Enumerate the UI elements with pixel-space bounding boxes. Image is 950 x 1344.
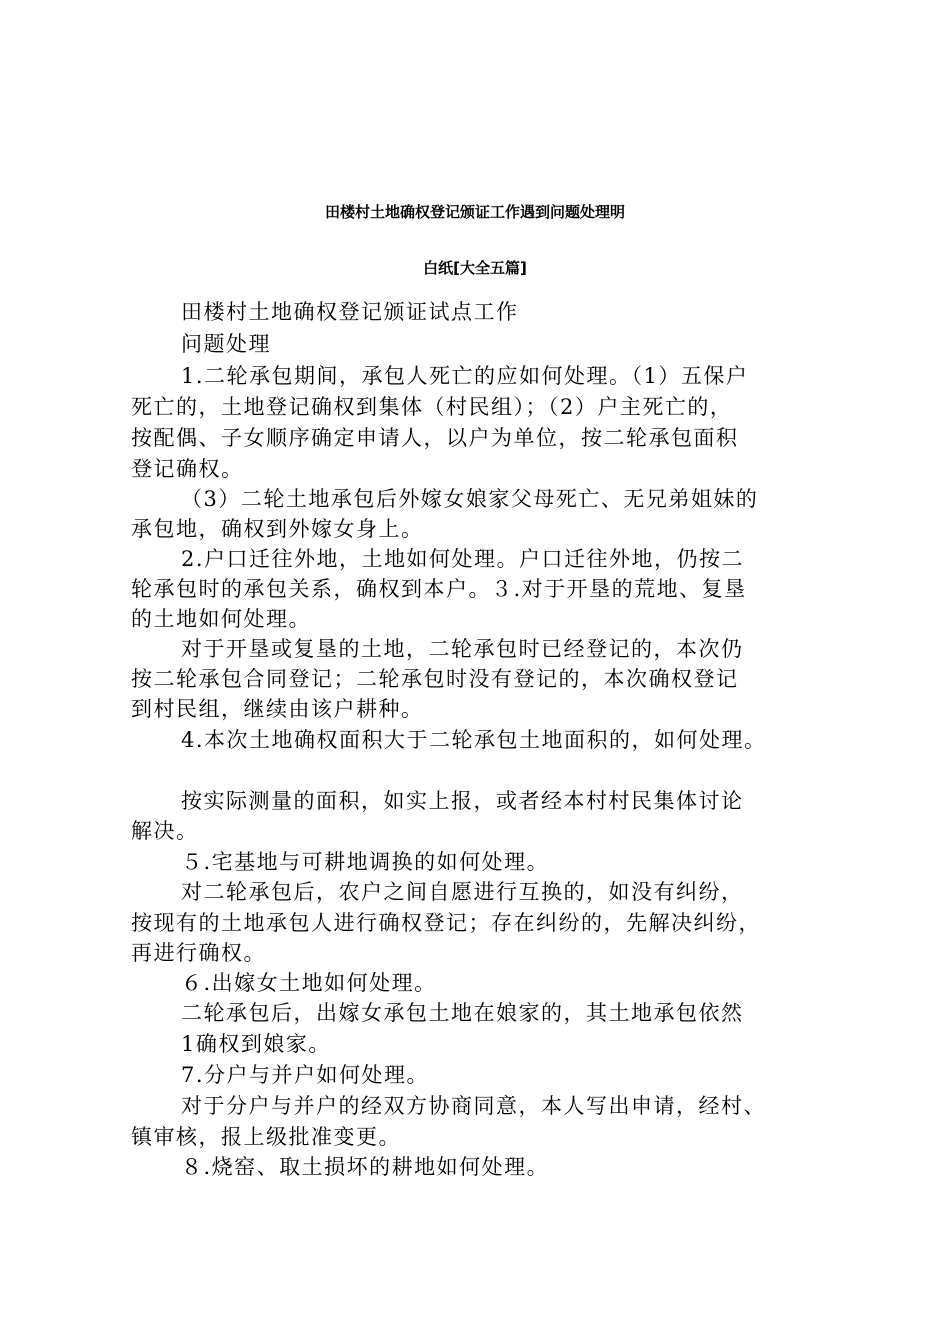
body-line: 4.本次土地确权面积大于二轮承包土地面积的，如何处理。: [181, 728, 767, 752]
body-line: 按二轮承包合同登记；二轮承包时没有登记的，本次确权登记: [131, 667, 739, 691]
body-line: 对二轮承包后，农户之间自愿进行互换的，如没有纠纷，: [181, 880, 744, 904]
body-line: 承包地，确权到外嫁女身上。: [131, 517, 424, 541]
body-line: 解决。: [131, 819, 199, 843]
body-line: 的土地如何处理。: [131, 607, 311, 631]
body-line: 问题处理: [181, 332, 271, 356]
body-line: 镇审核，报上级批准变更。: [131, 1125, 401, 1149]
body-line: ５.宅基地与可耕地调换的如何处理。: [181, 850, 550, 874]
body-line: 7.分户与并户如何处理。: [181, 1063, 430, 1087]
body-line: 按实际测量的面积，如实上报，或者经本村村民集体讨论: [181, 789, 744, 813]
body-line: 二轮承包后，出嫁女承包土地在娘家的，其土地承包依然: [181, 1001, 744, 1025]
body-line: 按现有的土地承包人进行确权登记；存在纠纷的，先解决纠纷，: [131, 911, 761, 935]
body-line: （3）二轮土地承包后外嫁女娘家父母死亡、无兄弟姐妹的: [181, 487, 759, 511]
body-line: 再进行确权。: [131, 941, 266, 965]
body-line: 1.二轮承包期间，承包人死亡的应如何处理。（1）五保户: [181, 364, 749, 388]
body-line: 到村民组，继续由该户耕种。: [131, 697, 424, 721]
document-title-line-1: 田楼村土地确权登记颁证工作遇到问题处理明: [324, 203, 625, 221]
body-line: 轮承包时的承包关系，确权到本户。３.对于开垦的荒地、复垦: [131, 577, 747, 601]
body-line: 登记确权。: [131, 457, 244, 481]
body-line: ８.烧窑、取土损坏的耕地如何处理。: [181, 1155, 550, 1179]
body-line: 对于分户与并户的经双方协商同意，本人写出申请，经村、: [181, 1094, 766, 1118]
document-title-line-2: 白纸[大全五篇]: [423, 259, 527, 277]
body-line: 按配偶、子女顺序确定申请人，以户为单位，按二轮承包面积: [131, 426, 739, 450]
body-line: 1确权到娘家。: [181, 1032, 331, 1056]
body-line: 2.户口迁往外地，土地如何处理。户口迁往外地，仍按二: [181, 547, 745, 571]
body-line: 死亡的，土地登记确权到集体（村民组）；（2）户主死亡的，: [131, 395, 733, 419]
body-line: 对于开垦或复垦的土地，二轮承包时已经登记的，本次仍: [181, 637, 744, 661]
body-line: 田楼村土地确权登记颁证试点工作: [181, 300, 519, 324]
body-line: ６.出嫁女土地如何处理。: [181, 971, 437, 995]
